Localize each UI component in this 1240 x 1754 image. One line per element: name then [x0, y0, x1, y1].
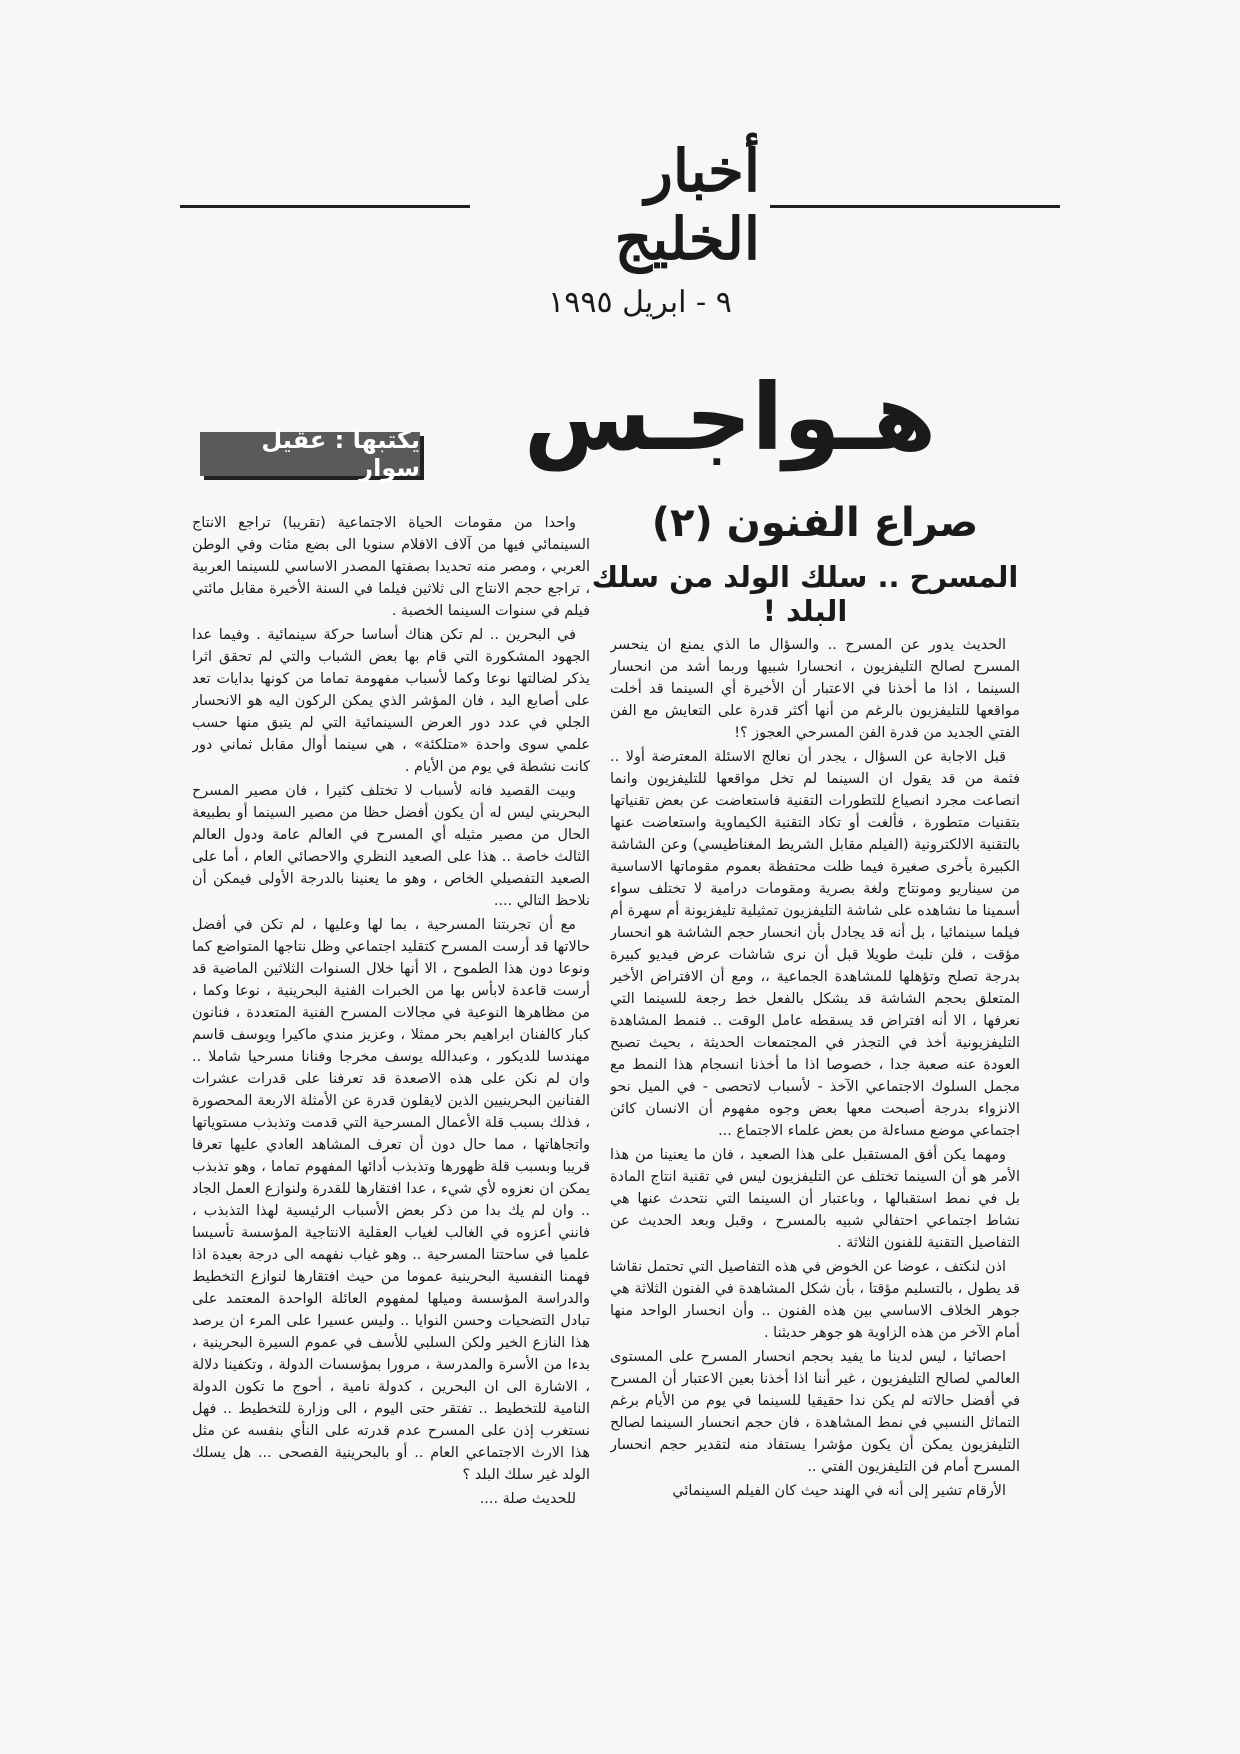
paragraph: الحديث يدور عن المسرح .. والسؤال ما الذي يمنع ان ينحسر المسرح لصالح التليفزيون ، انحسارا شبيها وربما أشد من انحسار السينما ، اذا ما أخذنا في الاعتبار أن الأخيرة أي السينما قد أخلت مواقعها للتليفزيون بالرغم من أنها أكثر قدرة على التعايش مع الفن الفتي الجديد من قدرة الفن المسرحي العجوز ؟! [610, 637, 1020, 741]
masthead-rule-right [770, 205, 1060, 208]
article-column-left [192, 512, 590, 1744]
article-headline: صراع الفنون (٢) [651, 500, 979, 546]
paragraph: مع أن تجربتنا المسرحية ، بما لها وعليها ، لم تكن في أفضل حالاتها قد أرست المسرح كتقليد اجتماعي وظل نتاجها المتواضع كما ونوعا دون هذا الطموح ، الا أنها خلال السنوات الثلاثين الماضية قد أرست قاعدة لابأس بها من الخبرات الفنية البحرينية ، نوعا وكما ، من مظاهرها النوعية في مجالات المسرح الفنية المتعددة ، فنانون كبار كالفنان ابراهيم بحر ممثلا ، وعزيز مندي ماكيرا ويوسف قاسم مهندسا للديكور ، وعبدالله يوسف مخرجا وفنانا مسرحيا شاملا .. وان لم نكن على هذه الاصعدة قد تعرفنا على قدرات عشرات الفنانين البحرينيين الذين لايقلون قدرة عن الأمثلة الاربعة المحصورة ، فذلك بسبب قلة الأعمال المسرحية التي قدمت وتذبذب مستوياتها واتجاهاتها ، مما حال دون أن تعرف المشاهد العادي عليها تعرفا قريبا وبسبب قلة ظهورها وتذبذب أدائها المفهوم تماما ، وهو تذبذب يمكن ان نعزوه لأي شيء ، عدا افتقارها للقدرة ولنوازع العمل الجاد .. وان لم يك بدا من ذكر بعض الأسباب الرئيسية لهذا التذبذب ، فانني أعزوه في الغالب لغياب العقلية الانتاجية المؤسسة تأسيسا علميا في ساحتنا المسرحية .. وهو غياب نفهمه الى درجة بعيدة اذا فهمنا النفسية البحرينية عموما من حيث افتقارها لنوازع التخطيط والدراسة المؤسسة وميلها لمفهوم العائلة الواحدة المعتمد على تبادل التضحيات وحسن النوايا .. وليس عسيرا على المرء ان يرصد هذا النازع الخير ولكن السلبي للأسف في عموم السيرة البحرينية ، بدءا من الأسرة والمدرسة ، مرورا بمؤسسات الدولة ، وتكفينا دلالة ، الاشارة الى ان البحرين ، كدولة نامية ، أحوج ما تكون الدولة النامية للتخطيط .. تفتقر حتى اليوم ، الى وزارة للتخطيط .. فهل نستغرب إذن على المسرح عدم قدرته على النأي بنفسه عن مثل هذا الارث الاجتماعي العام .. أو بالبحرينية الفصحى ... هل يسلك الولد غير سلك البلد ؟ [192, 917, 590, 1483]
paragraph: وبيت القصيد فانه لأسباب لا تختلف كثيرا ، فان مصير المسرح البحريني ليس له أن يكون أفضل حظا من مصير السينما أو بطبيعة الحال من مصير مثيله أي المسرح في العالم عامة ودول العالم الثالث خاصة .. هذا على الصعيد النظري والاحصائي العام ، أما على الصعيد التفصيلي الخاص ، وهو ما يعنينا بالدرجة الأولى فيمكن أن نلاحظ التالي .... [192, 783, 590, 909]
to-be-continued: للحديث صلة .... [479, 1491, 576, 1507]
column-title: هـواجـس [523, 364, 937, 471]
author-byline: يكتبها : عقيل سوار [200, 432, 420, 476]
newspaper-logo: أخبار الخليج [614, 137, 760, 273]
paragraph: الأرقام تشير إلى أنه في الهند حيث كان الفيلم السينمائي [672, 1483, 1006, 1499]
paragraph: احصائيا ، ليس لدينا ما يفيد بحجم انحسار المسرح على المستوى العالمي لصالح التليفزيون ، غير أننا اذا أخذنا بعين الاعتبار أن المسرح في أفضل حالاته لم يكن ندا حقيقيا للسينما في يوم من الأيام برغم التماثل النسبي في نمط المشاهدة ، فان حجم انحسار السينما لصالح التليفزيون يمكن أن يكون مؤشرا يستفاد منه لتقدير حجم انحسار المسرح أمام فن التليفزيون الفتي .. [610, 1349, 1020, 1475]
issue-date: ٩ - ابريل ١٩٩٥ [548, 285, 732, 320]
paragraph: ومهما يكن أفق المستقبل على هذا الصعيد ، فان ما يعنينا من هذا الأمر هو أن السينما تختلف عن التليفزيون ليس في تقنية انتاج المادة بل في نمط استقبالها ، وباعتبار أن السينما التي نتحدث عنها هي نشاط اجتماعي احتفالي شبيه بالمسرح ، وقبل وبعد الحديث عن التفاصيل التقنية للفنون الثلاثة . [610, 1147, 1020, 1251]
masthead-rule-left [180, 205, 470, 208]
paragraph: في البحرين .. لم تكن هناك أساسا حركة سينمائية . وفيما عدا الجهود المشكورة التي قام بها بعض الشباب والتي لم تحقق اثرا يذكر لضالتها نوعا وكما لأسباب مفهومة تماما من كونها بدايات تعد على أصابع اليد ، فان المؤشر الذي يمكن الركون اليه هو الانحسار الجلي في عدد دور العرض السينمائية التي لم يتبق منها حسب علمي سوى واحدة «متلكئة» ، هي سينما أوال مقابل ثماني دور كانت نشطة في يوم من الأيام . [192, 627, 590, 775]
masthead [180, 137, 1060, 273]
article-subheadline: المسرح .. سلك الولد من سلك البلد ! [591, 560, 1019, 628]
paragraph: قبل الاجابة عن السؤال ، يجدر أن نعالج الاسئلة المعترضة أولا .. فثمة من قد يقول ان السينما لم تخل مواقعها للتليفزيون وانما انصاعت مجرد انصياع للتطورات التقنية فاستعاضت عن بعض تقنياتها بتقنيات متطورة ، فألغت أو تكاد التقنية الكيماوية واستعاضت عنها بالتقنية الالكترونية (الفيلم مقابل الشريط المغناطيسي) وعن الشاشة الكبيرة بأخرى صغيرة فيما ظلت محتفظة بعموم مقوماتها الاساسية من سيناريو ومونتاج ولغة بصرية ومقومات درامية لا تختلف سواء أسمينا ما نشاهده على شاشة التليفزيون تمثيلية تليفزيونة أم سهرة أم فيلما سينمائيا ، بل أنه قد يجادل بأن انحسار حجم الشاشة هو انحسار مؤقت ، فلن نلبث طويلا قبل أن نرى شاشات عرض فيديو كبيرة بدرجة تصلح وتؤهلها للمشاهدة الجماعية ،، ومع أن الافتراض الأخير المتعلق بحجم الشاشة قد يشكل بالفعل خط رجعة للسينما التي نعرفها ، الا أنه افتراض قد يسقطه عامل الوقت .. فنمط المشاهدة التليفزيونية أخذ في التجذر في المجتمعات الحديثة ، بحيث تصبح العودة عنه صعبة جدا ، خصوصا اذا ما أخذنا انسجام هذا النمط مع مجمل السلوك الاجتماعي الآخذ - لأسباب لاتحصى - في الميل نحو الانزواء بدرجة أصبحت معها بعض وجوه مفهوم أن الانسان كائن اجتماعي موضع مساءلة من بعض علماء الاجتماع ... [610, 749, 1020, 1139]
paragraph: واحدا من مقومات الحياة الاجتماعية (تقريبا) تراجع الانتاج السينمائي فيها من آلاف الافلام سنويا الى بضع مئات وفي الوطن العربي ، ومصر منه تحديدا بصفتها المصدر الاساسي للسينما العربية ، تراجع حجم الانتاج الى ثلاثين فيلما في السنة الأخيرة مقابل مائتي فيلم في سنوات السينما الخصبة . [192, 515, 590, 619]
article-column-right [610, 634, 1020, 1744]
paragraph: اذن لنكتف ، عوضا عن الخوض في هذه التفاصيل التي تحتمل نقاشا قد يطول ، بالتسليم مؤقتا ، بأن شكل المشاهدة في الفنون الثلاثة هي جوهر الخلاف الاساسي بين هذه الفنون .. وأن انحسار الواحد منها أمام الآخر من هذه الزاوية هو جوهر حديثنا . [610, 1259, 1020, 1341]
